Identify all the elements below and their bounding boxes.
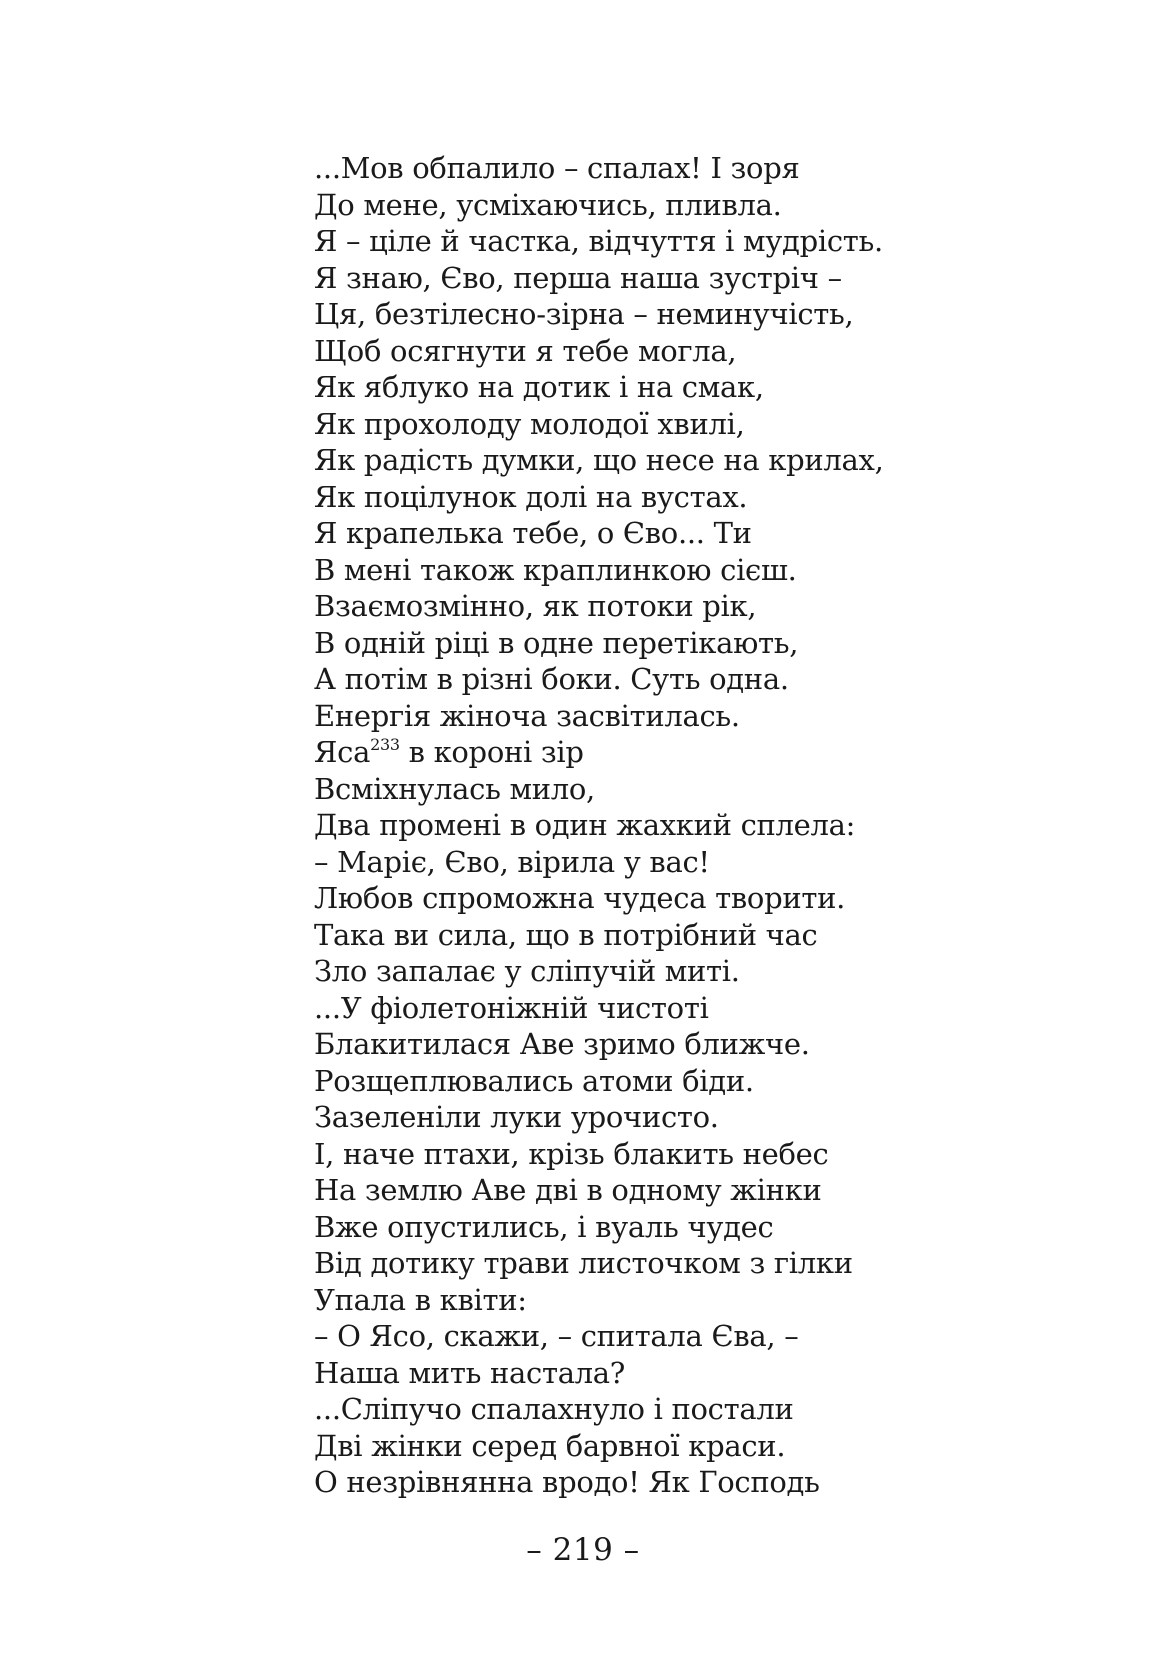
poem-line: Вже опустились, і вуаль чудес bbox=[314, 1209, 774, 1244]
poem-line: Як прохолоду молодої хвилі, bbox=[314, 406, 745, 441]
poem-line: Я знаю, Єво, перша наша зустріч – bbox=[314, 260, 842, 295]
poem-line: Всміхнулась мило, bbox=[314, 771, 595, 806]
poem-text bbox=[314, 150, 884, 1501]
poem-line: Наша мить настала? bbox=[314, 1355, 626, 1390]
poem-line: ...Мов обпалило – спалах! І зоря bbox=[314, 151, 800, 185]
poem-line: Як яблуко на дотик і на смак, bbox=[314, 370, 764, 404]
footnote-reference[interactable]: 233 bbox=[370, 735, 400, 754]
poem-line: ...У фіолетоніжній чистоті bbox=[314, 990, 709, 1025]
poem-line-start: Яса bbox=[314, 735, 371, 769]
poem-line: І, наче птахи, крізь блакить небес bbox=[314, 1136, 829, 1171]
poem-line: Як радість думки, що несе на крилах, bbox=[314, 443, 884, 477]
poem-line: Енергія жіноча засвітилась. bbox=[314, 698, 740, 733]
poem-line: Зло запалає у сліпучій миті. bbox=[314, 954, 740, 988]
poem-line-with-footnote bbox=[314, 734, 884, 771]
poem-line: Ця, безтілесно-зірна – неминучість, bbox=[314, 297, 854, 331]
poem-line: Упала в квіти: bbox=[314, 1282, 527, 1317]
poem-line: Я – ціле й частка, відчуття і мудрість. bbox=[314, 224, 883, 258]
poem-line: Дві жінки серед барвної краси. bbox=[314, 1428, 786, 1463]
poem-line: Така ви сила, що в потрібний час bbox=[314, 917, 818, 952]
page-number: – 219 – bbox=[526, 1532, 640, 1568]
poem-line: Щоб осягнути я тебе могла, bbox=[314, 333, 737, 368]
poem-line: До мене, усміхаючись, пливла. bbox=[314, 187, 782, 222]
poem-line: Я крапелька тебе, о Єво... Ти bbox=[314, 516, 752, 550]
poem-line: Взаємозмінно, як потоки рік, bbox=[314, 589, 757, 623]
poem-line-rest: в короні зір bbox=[399, 735, 584, 769]
poem-line: Два промені в один жахкий сплела: bbox=[314, 808, 856, 842]
poem-line: В одній ріці в одне перетікають, bbox=[314, 625, 799, 660]
poem-line: О незрівнянна вродо! Як Господь bbox=[314, 1465, 820, 1499]
poem-line: Як поцілунок долі на вустах. bbox=[314, 479, 748, 514]
poem-line: ...Сліпучо спалахнуло і постали bbox=[314, 1392, 794, 1426]
poem-line: Любов спроможна чудеса творити. bbox=[314, 881, 846, 915]
poem-line: Блакитилася Аве зримо ближче. bbox=[314, 1027, 810, 1061]
poem-line: Зазеленіли луки урочисто. bbox=[314, 1100, 719, 1134]
poem-line: А потім в різні боки. Суть одна. bbox=[314, 662, 789, 696]
poem-line: – О Ясо, скажи, – спитала Єва, – bbox=[314, 1319, 799, 1353]
poem-line: Розщеплювались атоми біди. bbox=[314, 1063, 754, 1098]
poem-line: – Маріє, Єво, вірила у вас! bbox=[314, 844, 710, 879]
poem-line: Від дотику трави листочком з гілки bbox=[314, 1246, 853, 1280]
poem-line: В мені також краплинкою сієш. bbox=[314, 552, 797, 587]
poem-line: На землю Аве дві в одному жінки bbox=[314, 1173, 822, 1207]
